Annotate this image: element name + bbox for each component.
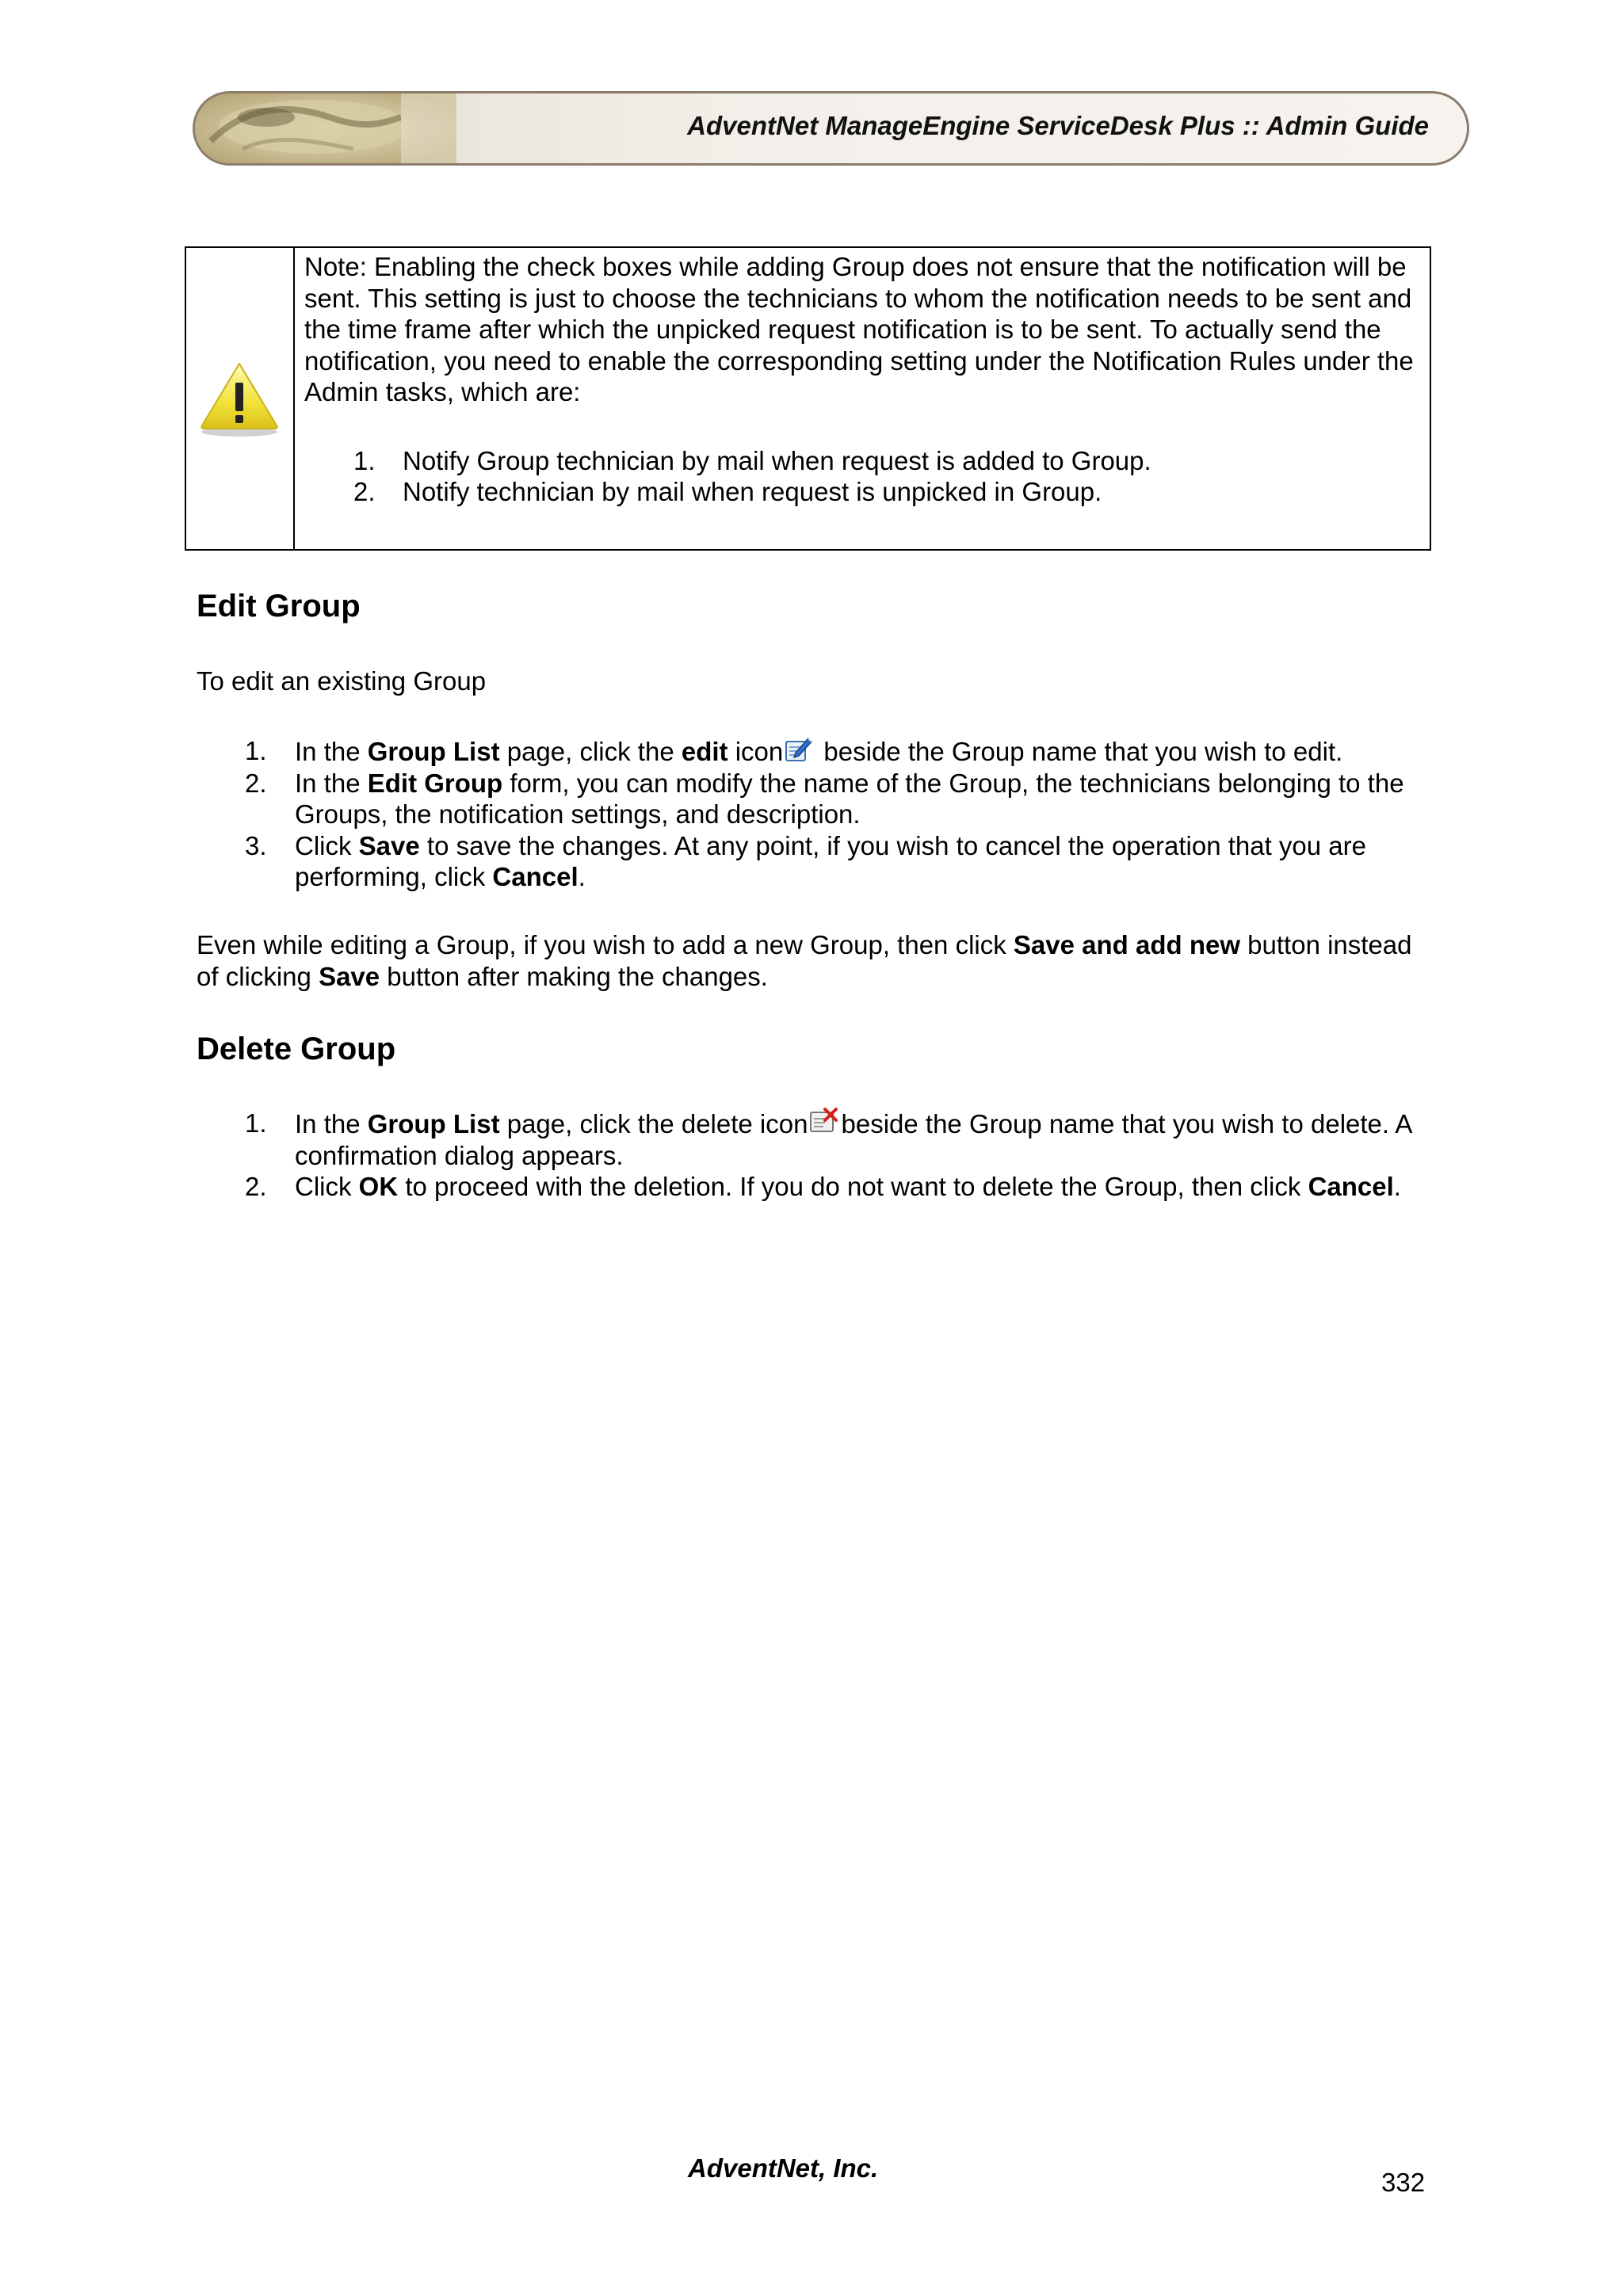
step-text: to proceed with the deletion. If you do not want to delete the Group, then click bbox=[398, 1172, 1308, 1201]
step-text: Click bbox=[295, 1172, 359, 1201]
step-text: . bbox=[578, 862, 586, 891]
list-number: 1. bbox=[245, 1108, 267, 1138]
para-text: button after making the changes. bbox=[380, 961, 768, 991]
step-bold-text: Cancel bbox=[1308, 1172, 1394, 1201]
delete-group-steps bbox=[197, 1108, 1449, 1203]
list-number: 2. bbox=[245, 768, 267, 798]
para-text: button instead of clicking bbox=[197, 930, 1412, 991]
header-logo-graphic bbox=[195, 93, 456, 163]
para-bold-text: Save bbox=[319, 961, 380, 991]
step-bold-text: Group List bbox=[367, 1109, 500, 1138]
delete-icon bbox=[809, 1108, 838, 1135]
list-item bbox=[197, 768, 1449, 830]
step-bold-text: Edit Group bbox=[367, 768, 503, 798]
step-text: to save the changes. At any point, if you wish to cancel the operation that you are performing, click bbox=[295, 830, 1367, 891]
delete-group-heading: Delete Group bbox=[197, 1032, 396, 1066]
step-text: beside the Group name that you wish to edit. bbox=[816, 737, 1343, 766]
edit-group-steps bbox=[197, 735, 1449, 893]
step-text: form, you can modify the name of the Group, the technicians belonging to the Groups, the notification settings, and description. bbox=[295, 768, 1404, 829]
document-title: AdventNet ManageEngine ServiceDesk Plus :: Admin Guide bbox=[687, 111, 1429, 140]
para-bold-text: Save and add new bbox=[1013, 930, 1240, 959]
edit-group-heading: Edit Group bbox=[197, 589, 361, 624]
edit-icon bbox=[785, 735, 813, 762]
step-bold-text: Save bbox=[358, 830, 420, 860]
step-text: . bbox=[1393, 1172, 1401, 1201]
step-text: page, click the bbox=[499, 737, 682, 766]
list-item bbox=[197, 735, 1449, 768]
step-text: icon bbox=[727, 737, 784, 766]
step-bold-text: edit bbox=[681, 737, 728, 766]
header-banner bbox=[193, 91, 1469, 166]
list-item bbox=[197, 1171, 1449, 1203]
step-text: In the bbox=[295, 768, 368, 798]
edit-group-note bbox=[197, 929, 1433, 992]
list-item-text: Notify Group technician by mail when request is added to Group. bbox=[403, 445, 1151, 475]
list-item bbox=[304, 445, 1420, 477]
list-item-text: Notify technician by mail when request is unpicked in Group. bbox=[403, 477, 1102, 506]
list-item bbox=[197, 830, 1449, 893]
list-number: 2. bbox=[245, 1172, 267, 1201]
step-text: beside the Group name that you wish to delete. A confirmation dialog appears. bbox=[295, 1109, 1411, 1170]
note-icon-cell bbox=[186, 248, 295, 549]
step-text: page, click the delete icon bbox=[499, 1109, 808, 1138]
list-item bbox=[197, 1108, 1449, 1171]
list-number: 1. bbox=[245, 736, 267, 765]
note-box bbox=[185, 246, 1431, 551]
para-text: Even while editing a Group, if you wish to add a new Group, then click bbox=[197, 930, 1014, 959]
list-number: 2. bbox=[353, 477, 376, 506]
list-number: 1. bbox=[353, 445, 376, 475]
note-text: Note: Enabling the check boxes while adding Group does not ensure that the notification will be sent. This setting is just to choose the technicians to whom the notification needs to be sent and the time frame after which the unpicked request notification is to be sent. To actually send the notification, you need to enable the corresponding setting under the Notification Rules under the Admin tasks, which are: bbox=[304, 252, 1414, 406]
step-bold-text: Cancel bbox=[492, 862, 579, 891]
step-bold-text: OK bbox=[358, 1172, 399, 1201]
footer-company: AdventNet, Inc. bbox=[688, 2153, 879, 2183]
step-text: In the bbox=[295, 1109, 368, 1138]
list-number: 3. bbox=[245, 830, 267, 860]
step-bold-text: Group List bbox=[367, 737, 500, 766]
page-number: 332 bbox=[1381, 2168, 1426, 2197]
warning-icon bbox=[197, 359, 281, 438]
note-list bbox=[304, 445, 1420, 508]
note-text-cell bbox=[295, 248, 1430, 549]
step-text: Click bbox=[295, 830, 359, 860]
step-text: In the bbox=[295, 737, 368, 766]
edit-group-intro: To edit an existing Group bbox=[197, 666, 487, 696]
list-item bbox=[304, 476, 1420, 508]
